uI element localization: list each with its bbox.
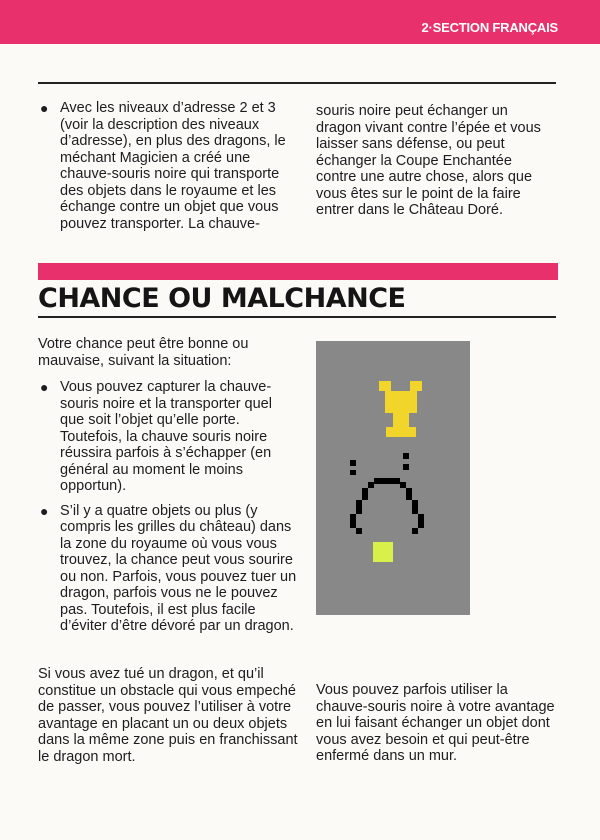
player-square-icon [373, 542, 393, 562]
list-item [38, 379, 300, 495]
section-heading: CHANCE OU MALCHANCE [38, 283, 406, 314]
top-rule [38, 82, 556, 84]
bat-icon [350, 453, 424, 534]
intro-paragraph: Votre chance peut être bonne ou mauvaise, suivant la situation: [38, 336, 249, 369]
closing-left-column [38, 666, 300, 765]
top-right-column [316, 103, 556, 219]
top-left-column [38, 100, 288, 232]
closing-left-text: Si vous avez tué un dragon, et qu’il constitue un obstacle qui vous empeché de passer, vous pouvez l’utiliser à votre avantage en placant un ou deux objets dans la même zone puis en franchissant le dragon mort. [38, 666, 298, 765]
bullet-icon: ● [40, 502, 49, 519]
section-label: 2·SECTION FRANÇAIS [421, 20, 558, 35]
bullet-icon: ● [40, 379, 49, 395]
section-band [38, 263, 558, 280]
closing-right-column [316, 682, 556, 765]
list-item [38, 100, 288, 232]
list-item [38, 503, 300, 635]
game-screenshot [316, 341, 470, 615]
chance-left-column [38, 336, 300, 635]
chalice-icon [379, 381, 422, 437]
bullet-icon: ● [40, 100, 49, 116]
bullet-2-text: S’il y a quatre objets ou plus (y compris les grilles du château) dans la zone du royaume où vous vous trouvez, la chance peut vous sourire ou non. Parfois, vous pouvez tuer un dragon, parfois vous ne le pouvez pas. Toutefois, il est plus facile d’éviter d’être dévoré par un dragon. [60, 502, 297, 634]
top-right-text: souris noire peut échanger un dragon vivant contre l’épée et vous laisser sans défense, ou peut échanger la Coupe Enchantée contre une autre chose, alors que vous êtes sur le point de la faire entrer dans le Château Doré. [316, 103, 541, 218]
top-left-text: Avec les niveaux d’adresse 2 et 3 (voir la description des niveaux d’adresse), en plus des dragons, le méchant Magicien a créé une chauve-souris noire qui transporte des objets dans le royaume et les échange contre un objet que vous pouvez transporter. La chauve- [60, 100, 286, 232]
closing-right-text: Vous pouvez parfois utiliser la chauve-souris noire à votre avantage en lui faisant échanger un objet dont vous avez besoin et qui peut-être enfermé dans un mur. [316, 682, 555, 764]
bullet-1-text: Vous pouvez capturer la chauve-souris noire et la transporter quel que soit l’objet qu’elle porte. Toutefois, la chauve souris noire réussira parfois à s’échapper (en général au moment le moins opportun). [60, 379, 272, 494]
heading-rule [38, 316, 556, 318]
